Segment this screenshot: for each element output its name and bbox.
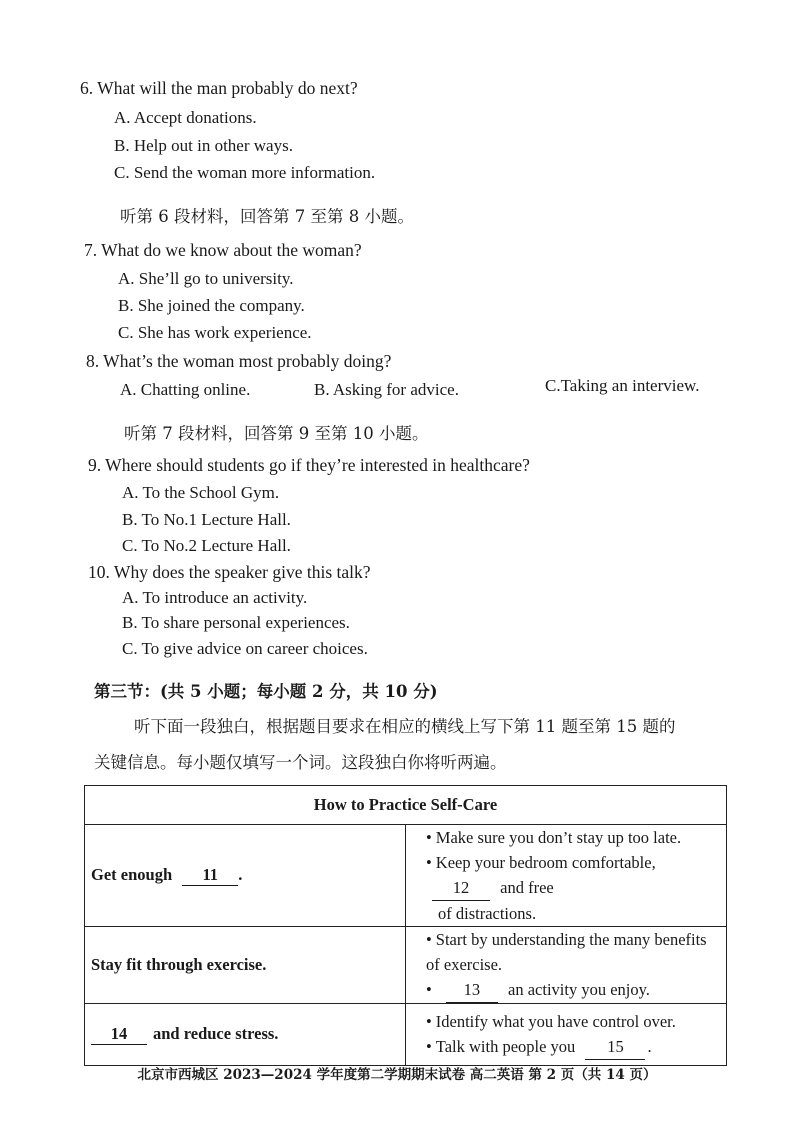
row1-left-suffix: . — [238, 865, 243, 884]
row1-bullet2-continuation: of distractions. — [438, 904, 537, 923]
part3-heading: 第三节：(共 5 小题；每小题 2 分，共 10 分) — [94, 682, 438, 701]
row1-bullet1: Make sure you don’t stay up too late. — [435, 828, 682, 847]
row1-left-prefix: Get enough — [91, 865, 173, 884]
question-9-stem: 9. Where should students go if they’re interested in healthcare? — [88, 455, 530, 475]
question-7-option-c: C. She has work experience. — [118, 323, 312, 342]
question-9-option-c: C. To No.2 Lecture Hall. — [122, 536, 291, 555]
row2-right-cell — [406, 927, 727, 1004]
bullet-icon: • — [426, 930, 432, 949]
row2-bullet2-suffix: an activity you enjoy. — [508, 980, 650, 999]
question-6-stem: 6. What will the man probably do next? — [80, 78, 358, 98]
blank-12[interactable]: 12 — [432, 875, 490, 901]
row3-bullet2-prefix: Talk with people you — [435, 1037, 576, 1056]
bullet-icon: • — [426, 1037, 432, 1056]
blank-14[interactable]: 14 — [91, 1024, 147, 1045]
table-row — [85, 825, 727, 927]
question-7-option-a: A. She’ll go to university. — [118, 269, 294, 288]
bullet-icon: • — [426, 1012, 432, 1031]
page-footer: 北京市西城区 2023—2024 学年度第二学期期末试卷 高二英语 第 2 页（共 14 页） — [137, 1067, 657, 1083]
bullet-icon: • — [426, 853, 432, 872]
bullet-icon: • — [426, 980, 432, 999]
question-8-option-a: A. Chatting online. — [120, 380, 251, 399]
question-7-stem: 7. What do we know about the woman? — [84, 240, 362, 260]
question-7-option-b: B. She joined the company. — [118, 296, 305, 315]
table-row — [85, 1004, 727, 1066]
blank-15[interactable]: 15 — [585, 1034, 645, 1060]
question-9-option-a: A. To the School Gym. — [122, 483, 280, 502]
part3-instruction-line2: 关键信息。每小题仅填写一个词。这段独白你将听两遍。 — [94, 753, 507, 772]
row1-right-cell — [406, 825, 727, 927]
part3-instruction-line1: 听下面一段独白，根据题目要求在相应的横线上写下第 11 题至第 15 题的 — [134, 717, 676, 736]
question-10-option-c: C. To give advice on career choices. — [122, 639, 368, 658]
question-10-option-b: B. To share personal experiences. — [122, 613, 350, 632]
row1-left-cell — [85, 825, 406, 927]
bullet-icon: • — [426, 828, 432, 847]
row3-right-cell — [406, 1004, 727, 1066]
question-6-option-c: C. Send the woman more information. — [114, 163, 376, 182]
row3-left-suffix: and reduce stress. — [153, 1024, 279, 1043]
question-10-option-a: A. To introduce an activity. — [122, 588, 308, 607]
blank-13[interactable]: 13 — [446, 977, 498, 1003]
question-8-option-b: B. Asking for advice. — [314, 380, 459, 399]
row3-bullet1: Identify what you have control over. — [435, 1012, 676, 1031]
question-9-option-b: B. To No.1 Lecture Hall. — [122, 510, 291, 529]
question-6-option-b: B. Help out in other ways. — [114, 136, 293, 155]
row1-bullet2-prefix: Keep your bedroom comfortable, — [435, 853, 656, 872]
row2-bullet1: Start by understanding the many benefits of exercise. — [426, 930, 707, 974]
row1-bullet2-suffix: and free — [500, 878, 554, 897]
row2-left-cell: Stay fit through exercise. — [85, 927, 406, 1004]
question-8-option-c: C.Taking an interview. — [545, 376, 700, 395]
row3-bullet2-suffix: . — [647, 1037, 652, 1056]
table-row — [85, 927, 727, 1004]
question-6-option-a: A. Accept donations. — [114, 108, 257, 127]
blank-11[interactable]: 11 — [182, 865, 238, 886]
table-title: How to Practice Self-Care — [85, 786, 727, 825]
row3-left-cell — [85, 1004, 406, 1066]
self-care-table — [84, 785, 727, 1066]
question-8-stem: 8. What’s the woman most probably doing? — [86, 351, 392, 371]
section-note-6: 听第 6 段材料，回答第 7 至第 8 小题。 — [120, 207, 414, 226]
section-note-7: 听第 7 段材料，回答第 9 至第 10 小题。 — [124, 424, 429, 443]
question-10-stem: 10. Why does the speaker give this talk? — [88, 562, 371, 582]
